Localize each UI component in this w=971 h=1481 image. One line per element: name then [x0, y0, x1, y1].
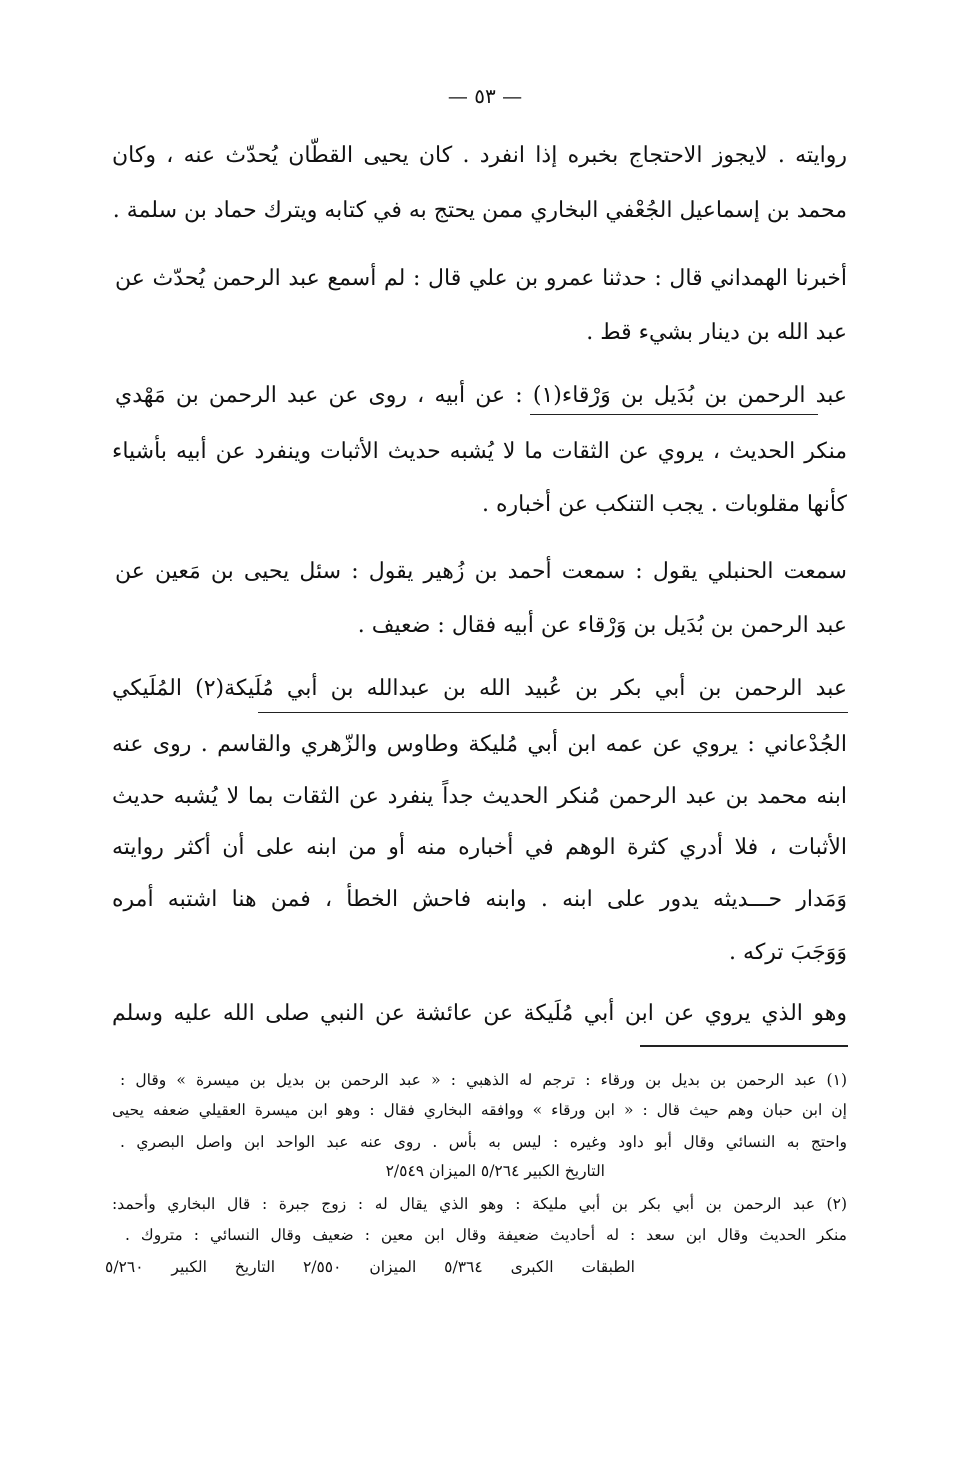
body-line: عبد الله بن دينار بشيء قط .	[586, 320, 847, 345]
body-line: الأثبات ، فلا أدري كثرة الوهم في أخباره منه أو من ابنه على أن أكثر روايته	[112, 835, 847, 860]
body-line: أخبرنا الهمداني قال : حدثنا عمرو بن علي قال : لم أسمع عبد الرحمن يُحدّث عن	[115, 266, 847, 291]
body-line: روايته . لايجوز الاحتجاج بخبره إذا انفرد . كان يحيى القطّان يُحدّث عنه ، وكان	[112, 143, 847, 168]
entry-heading-line: عبد الرحمن بن أبي بكر بن عُبيد الله بن عبدالله بن أبي مُلَيكة(٢) المُلَيكي	[112, 676, 847, 701]
footnote-line: منكر الحديث وقال ابن سعد : له أحاديث ضعيفة وقال ابن معين : ضعيف وقال النسائي : متروك .	[125, 1226, 847, 1244]
footnote-line: واحتج به النسائي وقال أبو داود وغيره : ليس به بأس . روى عنه عبد الواحد ابن واصل البصري .	[120, 1133, 847, 1151]
body-line: وَمَدار حـــديثه يدور على ابنه . وابنه فاحش الخطأ ، فمن هنا اشتبه أمره	[112, 887, 847, 912]
body-line: وهو الذي يروي عن ابن أبي مُلَيكة عن عائشة عن النبي صلى الله عليه وسلم	[112, 1001, 847, 1026]
body-line: محمد بن إسماعيل الجُعْفي البخاري ممن يحتج به في كتابه ويترك حماد بن سلمة .	[112, 198, 847, 223]
body-line: ابنه محمد بن عبد الرحمن مُنكر الحديث جداً ينفرد عن الثقات بما لا يُشبه حديث	[112, 784, 847, 809]
body-line: وَوَجَبَ تركه .	[729, 940, 847, 965]
body-line: كأنها مقلوبات . يجب التنكب عن أخباره .	[481, 492, 847, 517]
body-line: عبد الرحمن بن بُدَيل بن وَرْقاء عن أبيه فقال : ضعيف .	[357, 613, 847, 638]
footnote-line: إن ابن حبان وهم حيث قال : « ابن ورقاء » ووافقه البخاري فقال : وهو ابن ميسرة العقيلي ضعفه يحيى	[112, 1101, 847, 1119]
heading-underline	[258, 712, 848, 713]
heading-underline	[530, 414, 818, 415]
footnote-separator	[640, 1045, 848, 1047]
body-line: منكر الحديث ، يروي عن الثقات ما لا يُشبه حديث الأثبات وينفرد عن أبيه بأشياء	[112, 439, 847, 464]
page-number: — ٥٣ —	[447, 84, 523, 108]
entry-heading-line: عبد الرحمن بن بُدَيل بن وَرْقاء(١) : عن أبيه ، روى عن عبد الرحمن بن مَهْدي	[115, 383, 848, 408]
footnote-line: الطبقات الكبرى ٥/٣٦٤ الميزان ٢/٥٥٠ التاريخ الكبير ٥/٢٦٠	[105, 1258, 635, 1276]
footnote-line: (١) عبد الرحمن بن بديل بن ورقاء : ترجم له الذهبي : « عبد الرحمن بن بديل بن ميسرة » وقال :	[120, 1071, 847, 1089]
body-line: سمعت الحنبلي يقول : سمعت أحمد بن زُهير يقول : سئل يحيى بن مَعين عن	[115, 559, 847, 584]
body-line: الجُدْعاني : يروي عن عمه ابن أبي مُليكة وطاوس والزّهري والقاسم . روى عنه	[112, 732, 847, 757]
footnote-line: (٢) عبد الرحمن بن أبي بكر بن أبي مليكة : وهو الذي يقال له : زوج جبرة : قال البخاري وأحمد:	[112, 1195, 847, 1213]
footnote-line: التاريخ الكبير ٥/٢٦٤ الميزان ٢/٥٤٩	[385, 1162, 605, 1180]
